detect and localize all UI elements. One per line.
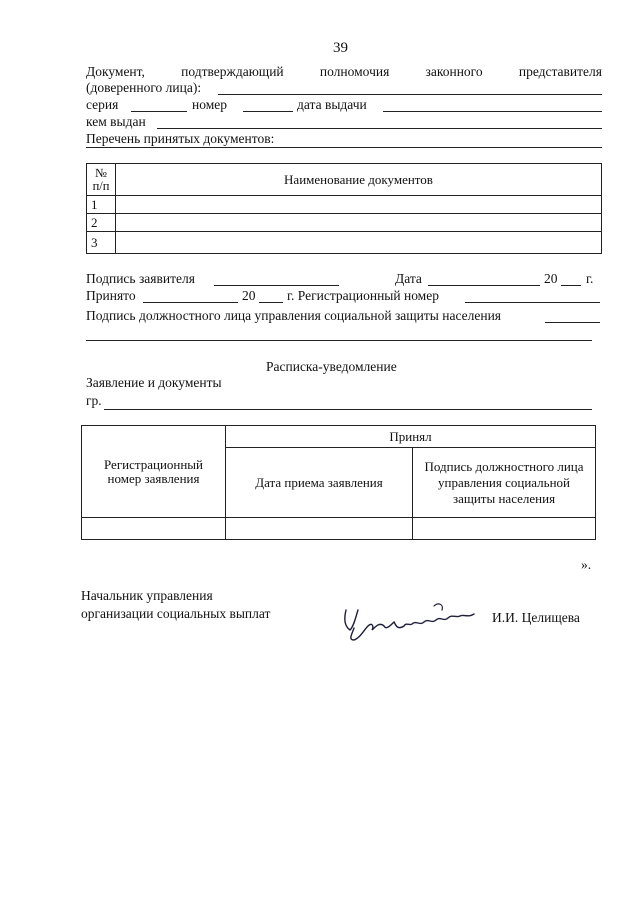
documents-table [86, 163, 602, 254]
closing-quote: ». [581, 557, 592, 572]
receipt-title: Расписка-уведомление [266, 359, 397, 374]
issued-by-line [157, 128, 602, 129]
row-doc-name [116, 232, 602, 254]
date-label: Дата [395, 271, 422, 286]
position-line-1: Начальник управления [81, 588, 213, 603]
issued-by-label: кем выдан [86, 114, 146, 129]
accepted-header: Принял [226, 426, 596, 448]
doc-word-3: полномочия [319, 64, 390, 79]
handwritten-signature [338, 596, 488, 646]
list-line [86, 147, 602, 148]
doc-word-4: законного [425, 64, 483, 79]
official-signature-line [545, 322, 600, 323]
accepted-date-line [143, 302, 238, 303]
row-number: 2 [87, 214, 116, 232]
position-line-2: организации социальных выплат [81, 606, 271, 621]
proxy-name-line [218, 94, 602, 95]
number-label: номер [192, 97, 228, 112]
issue-date-line [383, 111, 602, 112]
row-doc-name [116, 214, 602, 232]
list-label: Перечень принятых документов: [86, 131, 275, 146]
row-number: 3 [87, 232, 116, 254]
reg-number-cell [82, 518, 226, 540]
receipt-citizen-line [104, 409, 592, 410]
applicant-signature-label: Подпись заявителя [86, 271, 195, 286]
accepted-year-prefix: 20 [242, 288, 256, 303]
official-signature-header: Подпись должностного лица управления социальной защиты населения [413, 448, 596, 518]
official-signature-label: Подпись должностного лица управления социальной защиты населения [86, 308, 501, 323]
doc-line-1 [86, 64, 602, 80]
receipt-line-1: Заявление и документы [86, 375, 222, 390]
col-name-header: Наименование документов [116, 164, 602, 196]
doc-word-1: Документ, [86, 64, 145, 79]
date-received-cell [226, 518, 413, 540]
signer-name: И.И. Целищева [492, 610, 580, 625]
accepted-year-line [259, 302, 283, 303]
doc-word-2: подтверждающий [181, 64, 284, 79]
doc-line-2: (доверенного лица): [86, 80, 202, 95]
doc-word-5: представителя [518, 64, 602, 79]
applicant-signature-line [214, 285, 339, 286]
reg-number-label: г. Регистрационный номер [287, 288, 439, 303]
date-line [428, 285, 540, 286]
date-year-suffix: г. [586, 271, 594, 286]
accepted-label: Принято [86, 288, 136, 303]
reg-number-line [465, 302, 600, 303]
row-doc-name [116, 196, 602, 214]
official-signature-line-2 [86, 340, 592, 341]
receipt-line-2: гр. [86, 393, 102, 408]
date-received-header: Дата приема заявления [226, 448, 413, 518]
series-line [131, 111, 187, 112]
official-signature-cell [413, 518, 596, 540]
series-label: серия [86, 97, 119, 112]
row-number: 1 [87, 196, 116, 214]
date-year-line [561, 285, 581, 286]
number-line [243, 111, 293, 112]
reg-number-header: Регистрационный номер заявления [82, 426, 226, 518]
col-num-header: № п/п [87, 164, 116, 196]
date-year-prefix: 20 [544, 271, 558, 286]
receipt-table [81, 425, 596, 540]
page-number: 39 [333, 40, 348, 56]
issue-date-label: дата выдачи [297, 97, 367, 112]
